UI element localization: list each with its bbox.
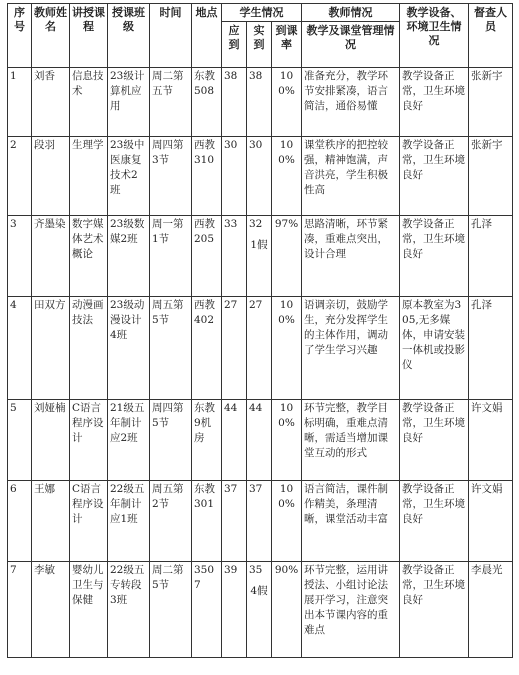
cell-course-text: C语言程序设计 bbox=[72, 402, 104, 444]
cell-env bbox=[400, 481, 469, 562]
cell-rate-text: 90% bbox=[274, 564, 299, 576]
cell-inspector-text: 李晨光 bbox=[471, 564, 503, 576]
header-time: 时间 bbox=[150, 4, 192, 68]
cell-inspector-text: 许文娟 bbox=[471, 483, 503, 495]
cell-actual-text: 35 bbox=[249, 564, 263, 576]
cell-teacher bbox=[32, 400, 70, 481]
cell-class-text: 22级五专转段3班 bbox=[110, 564, 145, 606]
cell-inspector bbox=[469, 400, 513, 481]
cell-teach-text: 思路清晰，环节紧凑，重难点突出，设计合理 bbox=[304, 218, 389, 260]
cell-inspector bbox=[469, 297, 513, 400]
cell-class bbox=[108, 562, 150, 658]
cell-place-text: 东教9机房 bbox=[194, 402, 215, 444]
cell-inspector bbox=[469, 481, 513, 562]
cell-teach-text: 环节完整，教学目标明确，重难点清晰，需适当增加课堂互动的形式 bbox=[304, 402, 389, 459]
cell-course-text: 数字媒体艺术概论 bbox=[72, 218, 104, 260]
cell-course bbox=[70, 562, 108, 658]
cell-time-text: 周五第5节 bbox=[152, 299, 184, 326]
cell-env-text: 教学设备正常，卫生环境良好 bbox=[402, 402, 466, 444]
cell-place bbox=[192, 562, 222, 658]
cell-seq bbox=[8, 216, 32, 297]
cell-seq-text: 7 bbox=[10, 564, 17, 576]
header-teach-group: 教师情况 bbox=[302, 4, 400, 22]
table-row bbox=[8, 216, 513, 297]
header-env: 教学设备、环境卫生情况 bbox=[400, 4, 469, 68]
cell-time-text: 周四第3节 bbox=[152, 139, 184, 166]
table-row bbox=[8, 562, 513, 658]
cell-env bbox=[400, 68, 469, 137]
cell-env-text: 原本教室为305,无多媒体，申请安装一体机或投影仪 bbox=[402, 299, 466, 371]
cell-should-text: 30 bbox=[224, 139, 238, 151]
cell-rate bbox=[272, 297, 302, 400]
cell-time-text: 周五第2节 bbox=[152, 483, 184, 510]
cell-course bbox=[70, 216, 108, 297]
table-row bbox=[8, 400, 513, 481]
leave-note: 1假 bbox=[250, 239, 268, 251]
header-seq: 序号 bbox=[8, 4, 32, 68]
cell-teacher-text: 刘香 bbox=[34, 70, 55, 82]
cell-place-text: 3507 bbox=[194, 564, 215, 591]
cell-class bbox=[108, 400, 150, 481]
cell-rate bbox=[272, 481, 302, 562]
cell-seq bbox=[8, 297, 32, 400]
cell-env-text: 教学设备正常，卫生环境良好 bbox=[402, 139, 466, 181]
cell-rate bbox=[272, 400, 302, 481]
cell-class bbox=[108, 68, 150, 137]
cell-seq-text: 6 bbox=[10, 483, 17, 495]
cell-class bbox=[108, 297, 150, 400]
cell-place bbox=[192, 216, 222, 297]
table-row bbox=[8, 68, 513, 137]
cell-place-text: 东教508 bbox=[194, 70, 215, 97]
cell-time bbox=[150, 68, 192, 137]
cell-inspector-text: 张新宇 bbox=[471, 70, 503, 82]
cell-teach bbox=[302, 68, 400, 137]
cell-course bbox=[70, 137, 108, 216]
cell-teacher-text: 田双方 bbox=[34, 299, 66, 311]
cell-teacher-text: 齐墨染 bbox=[34, 218, 66, 230]
cell-actual-text: 37 bbox=[249, 483, 263, 495]
cell-course bbox=[70, 400, 108, 481]
cell-should-text: 33 bbox=[224, 218, 238, 230]
cell-env bbox=[400, 137, 469, 216]
cell-teacher-text: 刘娅楠 bbox=[34, 402, 66, 414]
cell-time-text: 周二第五节 bbox=[152, 70, 184, 97]
cell-inspector-text: 张新宇 bbox=[471, 139, 503, 151]
cell-env-text: 教学设备正常，卫生环境良好 bbox=[402, 564, 466, 606]
cell-teacher bbox=[32, 562, 70, 658]
cell-class-text: 23级计算机应用 bbox=[110, 70, 145, 112]
cell-teach-text: 语言简洁，课件制作精美，条理清晰，课堂活动丰富 bbox=[304, 483, 389, 525]
cell-actual-text: 44 bbox=[249, 402, 263, 414]
cell-course-text: 动漫画技法 bbox=[72, 299, 104, 326]
cell-actual bbox=[247, 297, 272, 400]
cell-seq bbox=[8, 137, 32, 216]
cell-seq bbox=[8, 400, 32, 481]
cell-time-text: 周一第1节 bbox=[152, 218, 184, 245]
cell-seq-text: 1 bbox=[10, 70, 17, 82]
cell-course-text: 婴幼儿卫生与保健 bbox=[72, 564, 104, 606]
cell-course bbox=[70, 297, 108, 400]
cell-seq-text: 5 bbox=[10, 402, 17, 414]
header-teacher: 教师姓名 bbox=[32, 4, 70, 68]
cell-seq bbox=[8, 481, 32, 562]
cell-teach bbox=[302, 216, 400, 297]
cell-env bbox=[400, 562, 469, 658]
cell-place bbox=[192, 137, 222, 216]
cell-should-text: 37 bbox=[224, 483, 238, 495]
header-student-group: 学生情况 bbox=[222, 4, 302, 22]
cell-course-text: 信息技术 bbox=[72, 70, 104, 97]
header-should: 应到 bbox=[222, 22, 247, 68]
cell-env-text: 教学设备正常，卫生环境良好 bbox=[402, 483, 466, 525]
cell-inspector-text: 孔泽 bbox=[471, 299, 493, 311]
cell-teach bbox=[302, 481, 400, 562]
cell-place bbox=[192, 297, 222, 400]
cell-class-text: 23级动漫设计4班 bbox=[110, 299, 145, 341]
cell-rate-text: 100% bbox=[278, 483, 295, 510]
cell-time bbox=[150, 400, 192, 481]
cell-course bbox=[70, 68, 108, 137]
leave-note: 4假 bbox=[250, 585, 268, 597]
cell-time bbox=[150, 297, 192, 400]
cell-seq bbox=[8, 562, 32, 658]
cell-time bbox=[150, 137, 192, 216]
cell-inspector bbox=[469, 562, 513, 658]
cell-env bbox=[400, 400, 469, 481]
header-actual: 实到 bbox=[247, 22, 272, 68]
cell-teacher-text: 李敏 bbox=[34, 564, 55, 576]
cell-teach-text: 准备充分，教学环节安排紧凑，语言简洁，通俗易懂 bbox=[304, 70, 389, 112]
cell-actual-text: 38 bbox=[249, 70, 263, 82]
cell-should bbox=[222, 562, 247, 658]
cell-should bbox=[222, 216, 247, 297]
cell-should-text: 38 bbox=[224, 70, 238, 82]
table-row bbox=[8, 137, 513, 216]
cell-should-text: 27 bbox=[224, 299, 238, 311]
cell-class bbox=[108, 216, 150, 297]
cell-env-text: 教学设备正常，卫生环境良好 bbox=[402, 218, 466, 260]
table-row bbox=[8, 297, 513, 400]
cell-should-text: 44 bbox=[224, 402, 238, 414]
cell-teach bbox=[302, 562, 400, 658]
cell-should bbox=[222, 297, 247, 400]
cell-teach bbox=[302, 137, 400, 216]
cell-teacher bbox=[32, 137, 70, 216]
cell-actual bbox=[247, 68, 272, 137]
cell-teach-text: 课堂秩序的把控较强，精神饱满，声音洪亮，学生积极性高 bbox=[304, 139, 389, 196]
cell-rate-text: 100% bbox=[278, 70, 295, 97]
cell-teach bbox=[302, 297, 400, 400]
cell-actual bbox=[247, 481, 272, 562]
cell-rate bbox=[272, 216, 302, 297]
cell-seq-text: 4 bbox=[10, 299, 17, 311]
cell-place-text: 西教402 bbox=[194, 299, 215, 326]
cell-should-text: 39 bbox=[224, 564, 238, 576]
cell-actual bbox=[247, 400, 272, 481]
cell-should bbox=[222, 68, 247, 137]
cell-time bbox=[150, 562, 192, 658]
cell-actual bbox=[247, 137, 272, 216]
cell-rate-text: 100% bbox=[278, 402, 295, 429]
cell-seq-text: 2 bbox=[10, 139, 17, 151]
cell-should bbox=[222, 137, 247, 216]
cell-inspector bbox=[469, 68, 513, 137]
cell-course bbox=[70, 481, 108, 562]
cell-actual-text: 27 bbox=[249, 299, 263, 311]
cell-time bbox=[150, 481, 192, 562]
cell-env bbox=[400, 297, 469, 400]
cell-rate-text: 100% bbox=[278, 299, 295, 326]
cell-place bbox=[192, 481, 222, 562]
cell-teach-text: 语调亲切，鼓励学生，充分发挥学生的主体作用，调动了学生学习兴趣 bbox=[304, 299, 389, 356]
cell-teacher bbox=[32, 216, 70, 297]
cell-course-text: 生理学 bbox=[72, 139, 104, 151]
cell-rate bbox=[272, 562, 302, 658]
cell-class bbox=[108, 481, 150, 562]
cell-teacher bbox=[32, 297, 70, 400]
cell-rate-text: 100% bbox=[278, 139, 295, 166]
cell-env bbox=[400, 216, 469, 297]
cell-teacher-text: 王娜 bbox=[34, 483, 55, 495]
cell-actual bbox=[247, 562, 272, 658]
cell-rate bbox=[272, 137, 302, 216]
cell-rate-text: 97% bbox=[274, 218, 299, 230]
cell-inspector-text: 孔泽 bbox=[471, 218, 493, 230]
header-place: 地点 bbox=[192, 4, 222, 68]
header-class: 授课班级 bbox=[108, 4, 150, 68]
cell-teach bbox=[302, 400, 400, 481]
cell-class bbox=[108, 137, 150, 216]
cell-place bbox=[192, 400, 222, 481]
cell-teacher bbox=[32, 481, 70, 562]
cell-inspector bbox=[469, 216, 513, 297]
cell-actual bbox=[247, 216, 272, 297]
cell-class-text: 23级中医康复技术2班 bbox=[110, 139, 145, 196]
header-rate: 到课率 bbox=[272, 22, 302, 68]
cell-actual-text: 30 bbox=[249, 139, 263, 151]
cell-time-text: 周四第5节 bbox=[152, 402, 184, 429]
inspection-table bbox=[7, 3, 513, 658]
cell-place-text: 西教310 bbox=[194, 139, 215, 166]
cell-teacher-text: 段羽 bbox=[34, 139, 55, 151]
cell-should bbox=[222, 400, 247, 481]
cell-time bbox=[150, 216, 192, 297]
table-row bbox=[8, 481, 513, 562]
cell-seq bbox=[8, 68, 32, 137]
cell-place-text: 西教205 bbox=[194, 218, 215, 245]
cell-class-text: 21级五年制计应2班 bbox=[110, 402, 145, 444]
cell-class-text: 22级五年制计应1班 bbox=[110, 483, 145, 525]
cell-actual-text: 32 bbox=[249, 218, 263, 230]
header-inspector: 督查人员 bbox=[469, 4, 513, 68]
cell-env-text: 教学设备正常，卫生环境良好 bbox=[402, 70, 466, 112]
cell-should bbox=[222, 481, 247, 562]
cell-inspector bbox=[469, 137, 513, 216]
cell-teach-text: 环节完整，运用讲授法、小组讨论法展开学习，注意突出本节课内容的重难点 bbox=[304, 564, 389, 636]
header-teach-detail: 教学及课堂管理情况 bbox=[302, 22, 400, 68]
cell-place bbox=[192, 68, 222, 137]
header-course: 讲授课程 bbox=[70, 4, 108, 68]
cell-place-text: 东教301 bbox=[194, 483, 215, 510]
cell-time-text: 周二第5节 bbox=[152, 564, 184, 591]
cell-rate bbox=[272, 68, 302, 137]
cell-teacher bbox=[32, 68, 70, 137]
cell-class-text: 23级数媒2班 bbox=[110, 218, 145, 245]
cell-seq-text: 3 bbox=[10, 218, 17, 230]
cell-inspector-text: 许文娟 bbox=[471, 402, 503, 414]
cell-course-text: C语言程序设计 bbox=[72, 483, 104, 525]
